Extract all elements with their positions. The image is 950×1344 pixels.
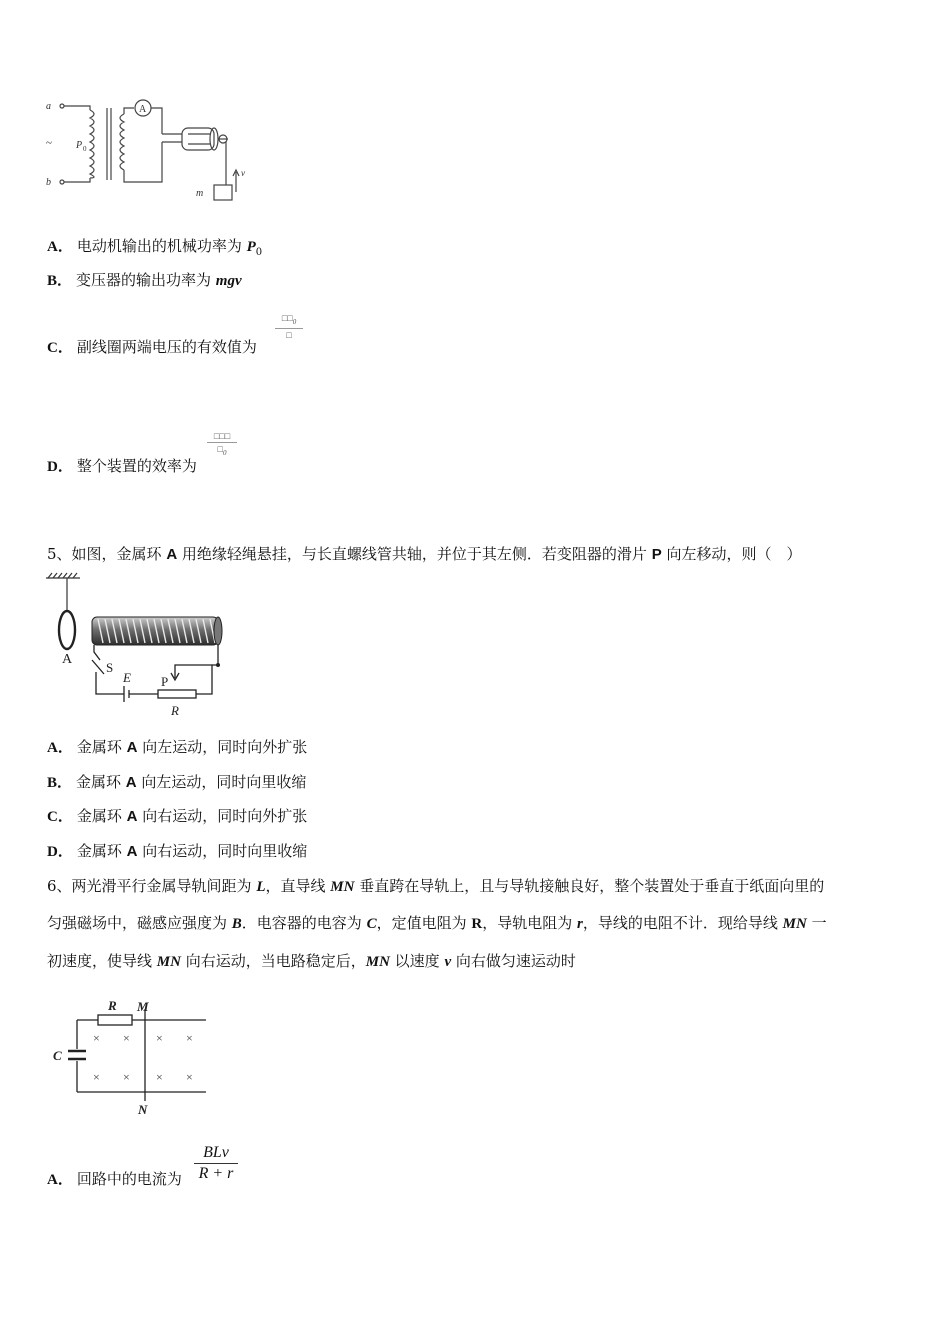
math-var: L xyxy=(256,879,266,895)
option-text: 向左运动，同时向里收缩 xyxy=(136,773,307,791)
math-var: R xyxy=(471,916,483,932)
q5-stem xyxy=(47,544,802,565)
stem-text: 向左移动，则（ ） xyxy=(661,545,802,563)
q5-option-c[interactable] xyxy=(47,806,307,827)
q6-stem-line-1 xyxy=(47,876,824,897)
stem-text: ，导线的电阻不计．现给导线 xyxy=(582,914,783,932)
stem-text: 一 xyxy=(806,914,827,932)
q5-option-b[interactable] xyxy=(47,772,306,793)
svg-text:×: × xyxy=(156,1070,163,1084)
option-text: 电动机输出的机械功率为 xyxy=(76,237,247,255)
frac-denominator: □ xyxy=(286,329,292,340)
stem-text: ，导轨电阻为 xyxy=(482,914,577,932)
option-text: 向左运动，同时向外扩张 xyxy=(137,738,308,756)
option-letter: A． xyxy=(47,1172,73,1188)
svg-text:A: A xyxy=(62,652,73,667)
option-letter: B． xyxy=(47,273,73,289)
stem-text: 匀强磁场中，磁感应强度为 xyxy=(47,914,232,932)
math-var: C xyxy=(366,916,377,932)
option-letter: C． xyxy=(47,340,73,356)
stem-text: ，定值电阻为 xyxy=(376,914,472,932)
svg-text:~: ~ xyxy=(46,137,52,149)
stem-text: 6、两光滑平行金属导轨间距为 xyxy=(47,877,257,895)
option-text: 回路中的电流为 xyxy=(76,1170,182,1188)
svg-text:0: 0 xyxy=(83,145,87,153)
svg-text:b: b xyxy=(46,177,51,188)
option-text: 金属环 xyxy=(76,773,126,791)
ring-label: A xyxy=(126,843,138,860)
q5-option-d[interactable] xyxy=(47,841,307,862)
svg-text:×: × xyxy=(123,1070,130,1084)
stem-text: 向右做匀速运动时 xyxy=(451,952,576,970)
math-var: v xyxy=(444,954,452,970)
svg-text:M: M xyxy=(137,999,149,1014)
ring-solenoid-figure xyxy=(40,572,240,720)
math-var: mgv xyxy=(215,273,242,289)
svg-text:E: E xyxy=(123,670,131,685)
svg-text:C: C xyxy=(53,1048,62,1063)
stem-text: ，直导线 xyxy=(265,877,331,895)
ring-label: A xyxy=(125,774,137,791)
transformer-motor-figure xyxy=(40,92,260,207)
q4-option-a[interactable] xyxy=(47,236,262,263)
svg-text:A: A xyxy=(139,104,147,115)
svg-text:a: a xyxy=(46,101,51,112)
stem-ring-label: A xyxy=(166,546,178,563)
option-letter: C． xyxy=(47,809,73,825)
svg-text:×: × xyxy=(123,1031,130,1045)
stem-text: 用绝缘轻绳悬挂，与长直螺线管共轴，并位于其左侧．若变阻器的滑片 xyxy=(177,545,652,563)
stem-text: ．电容器的电容为 xyxy=(241,914,367,932)
frac-numerator: BLv xyxy=(203,1144,229,1161)
stem-text: 初速度，使导线 xyxy=(47,952,157,970)
frac-denominator: R + r xyxy=(198,1165,234,1182)
q4-option-c-fraction xyxy=(275,312,303,341)
rails-capacitor-figure xyxy=(48,995,213,1120)
svg-text:×: × xyxy=(186,1070,193,1084)
q4-option-d[interactable] xyxy=(47,456,197,477)
svg-text:S: S xyxy=(106,660,114,675)
svg-text:×: × xyxy=(93,1070,100,1084)
q5-option-a[interactable] xyxy=(47,737,307,758)
q6-stem-line-3 xyxy=(47,951,576,972)
q4-option-d-fraction xyxy=(207,430,237,459)
stem-slider-label: P xyxy=(651,546,662,563)
svg-text:P: P xyxy=(161,674,169,689)
math-var: MN xyxy=(782,916,807,932)
option-text: 金属环 xyxy=(76,738,127,756)
svg-text:N: N xyxy=(138,1102,148,1117)
svg-text:×: × xyxy=(186,1031,193,1045)
svg-text:v: v xyxy=(241,168,245,178)
ring-label: A xyxy=(126,808,138,825)
svg-text:R: R xyxy=(108,998,117,1013)
stem-text: 垂直跨在导轨上，且与导轨接触良好，整个装置处于垂直于纸面向里的 xyxy=(354,877,825,895)
math-var: P xyxy=(246,239,256,255)
option-text: 向右运动，同时向外扩张 xyxy=(137,807,308,825)
option-text: 变压器的输出功率为 xyxy=(76,271,216,289)
option-letter: D． xyxy=(47,844,73,860)
option-text: 整个装置的效率为 xyxy=(76,457,197,475)
frac-numerator: □□□ xyxy=(213,431,231,441)
option-letter: A． xyxy=(47,239,73,255)
svg-text:R: R xyxy=(171,703,179,718)
svg-text:×: × xyxy=(93,1031,100,1045)
frac-denominator-sub: 0 xyxy=(222,448,227,457)
svg-text:×: × xyxy=(156,1031,163,1045)
ring-label: A xyxy=(126,739,138,756)
option-text: 金属环 xyxy=(76,807,127,825)
option-letter: A． xyxy=(47,740,73,756)
svg-text:P: P xyxy=(76,140,83,151)
q6-option-a-fraction xyxy=(194,1143,238,1184)
option-text: 副线圈两端电压的有效值为 xyxy=(76,338,257,356)
q4-option-c[interactable] xyxy=(47,337,257,358)
math-var: r xyxy=(577,916,583,932)
frac-numerator-sub: 0 xyxy=(292,317,297,326)
math-var: MN xyxy=(156,954,181,970)
stem-text: 以速度 xyxy=(389,952,445,970)
math-var: MN xyxy=(330,879,355,895)
math-sub: 0 xyxy=(255,247,263,258)
q6-stem-line-2 xyxy=(47,913,827,934)
stem-text: 向右运动，当电路稳定后， xyxy=(180,952,366,970)
option-text: 向右运动，同时向里收缩 xyxy=(137,842,308,860)
math-var: MN xyxy=(365,954,390,970)
svg-text:m: m xyxy=(196,188,204,199)
frac-numerator: □□ xyxy=(281,313,293,323)
q4-option-b[interactable] xyxy=(47,270,242,291)
math-var: B xyxy=(231,916,242,932)
option-text: 金属环 xyxy=(76,842,127,860)
q6-option-a[interactable] xyxy=(47,1169,182,1190)
option-letter: D． xyxy=(47,459,73,475)
option-letter: B． xyxy=(47,775,73,791)
frac-denominator: □ xyxy=(217,444,223,454)
stem-text: 5、如图，金属环 xyxy=(47,545,167,563)
